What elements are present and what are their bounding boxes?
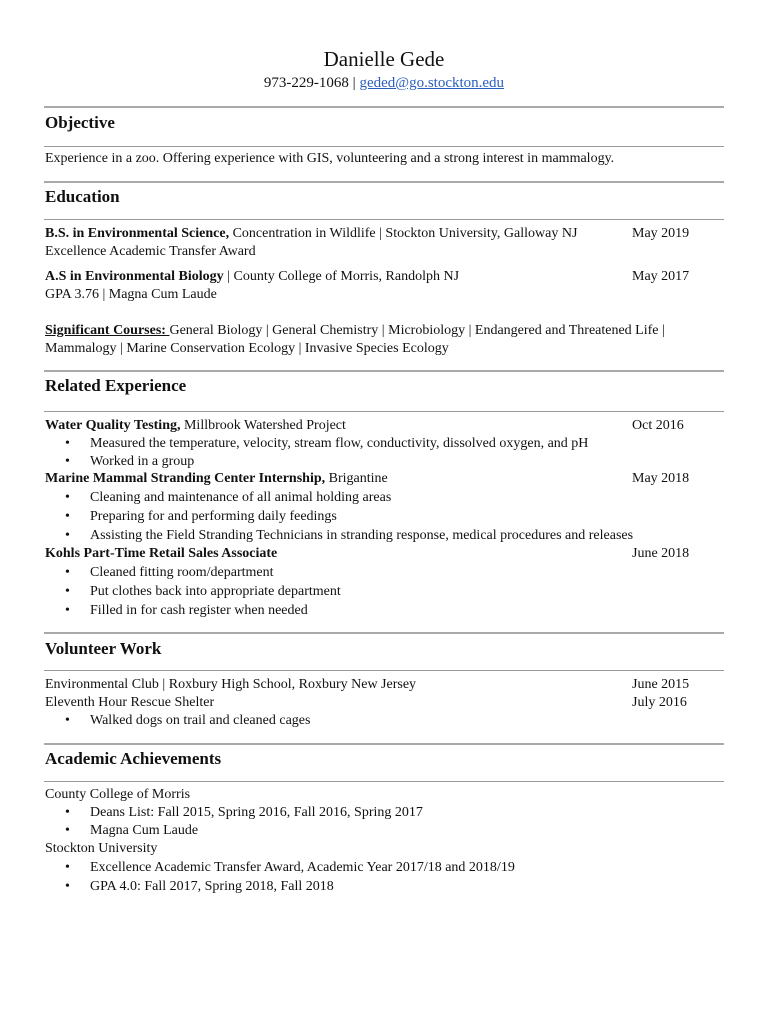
bullet-icon: • [65, 454, 70, 469]
contact-line [0, 73, 768, 93]
job-3 [45, 545, 277, 563]
job-2 [45, 470, 388, 488]
bullet-item [65, 602, 308, 620]
bullet-icon: • [65, 490, 70, 505]
objective-text: Experience in a zoo. Offering experience with GIS, volunteering and a strong interest in mammalogy. [45, 151, 615, 166]
bullet-text: Filled in for cash register when needed [90, 603, 308, 618]
bullet-icon: • [65, 823, 70, 838]
heading-underline [44, 781, 724, 782]
volunteer-heading: Volunteer Work [45, 639, 162, 658]
courses-line-1 [45, 322, 665, 340]
heading-underline [44, 670, 724, 671]
bullet-text: Put clothes back into appropriate department [90, 584, 341, 599]
degree-2-date: May 2017 [632, 269, 690, 284]
bullet-text: Worked in a group [90, 454, 195, 469]
bullet-item [65, 712, 310, 730]
degree-2-details: | County College of Morris, Randolph NJ [223, 269, 460, 284]
job-1 [45, 417, 346, 435]
bullet-item [65, 878, 334, 896]
bullet-icon: • [65, 565, 70, 580]
volunteer-item-1-date: June 2015 [632, 677, 690, 692]
phone-number: 973-229-1068 [263, 75, 349, 91]
degree-1-date: May 2019 [632, 226, 690, 241]
heading-underline [44, 146, 724, 147]
job-1-date: Oct 2016 [632, 418, 684, 433]
achievement-school-2: Stockton University [45, 841, 158, 856]
bullet-icon: • [65, 713, 70, 728]
job-2-title: Marine Mammal Stranding Center Internship, [45, 471, 326, 486]
courses-label: Significant Courses: [45, 323, 170, 338]
bullet-text: Preparing for and performing daily feedings [90, 509, 337, 524]
contact-separator: | [348, 75, 360, 91]
bullet-item [65, 453, 194, 471]
job-1-org: Millbrook Watershed Project [180, 418, 346, 433]
bullet-item [65, 435, 588, 453]
bullet-icon: • [65, 528, 70, 543]
courses-list-1: General Biology | General Chemistry | Microbiology | Endangered and Threatened Life | [169, 323, 665, 338]
job-1-title: Water Quality Testing, [45, 418, 181, 433]
education-heading: Education [45, 187, 120, 206]
achievement-school-1: County College of Morris [45, 787, 191, 802]
bullet-item [65, 583, 341, 601]
degree-2-title: A.S in Environmental Biology [45, 269, 224, 284]
bullet-text: GPA 4.0: Fall 2017, Spring 2018, Fall 2018 [90, 879, 334, 894]
degree-1-note: Excellence Academic Transfer Award [45, 244, 256, 259]
bullet-icon: • [65, 509, 70, 524]
section-divider [44, 106, 724, 108]
bullet-item [65, 508, 337, 526]
volunteer-item-1: Environmental Club | Roxbury High School, Roxbury New Jersey [45, 677, 417, 692]
bullet-icon: • [65, 879, 70, 894]
job-2-date: May 2018 [632, 471, 690, 486]
bullet-text: Magna Cum Laude [90, 823, 199, 838]
bullet-icon: • [65, 805, 70, 820]
bullet-item [65, 859, 515, 877]
bullet-icon: • [65, 860, 70, 875]
degree-1-title: B.S. in Environmental Science, [45, 226, 230, 241]
section-divider [44, 181, 724, 183]
bullet-item [65, 527, 633, 545]
candidate-name: Danielle Gede [323, 47, 445, 71]
volunteer-item-2-date: July 2016 [632, 695, 687, 710]
bullet-item [65, 564, 274, 582]
bullet-icon: • [65, 436, 70, 451]
job-3-title: Kohls Part-Time Retail Sales Associate [45, 546, 278, 561]
bullet-text: Assisting the Field Stranding Technicians in stranding response, medical procedures and releases [90, 528, 634, 543]
section-divider [44, 743, 724, 745]
degree-2-note: GPA 3.76 | Magna Cum Laude [45, 287, 217, 302]
heading-underline [44, 411, 724, 412]
bullet-text: Excellence Academic Transfer Award, Academic Year 2017/18 and 2018/19 [90, 860, 515, 875]
job-2-location: Brigantine [325, 471, 388, 486]
bullet-item [65, 822, 198, 840]
bullet-item [65, 804, 423, 822]
heading-underline [44, 219, 724, 220]
section-divider [44, 370, 724, 372]
degree-2 [45, 268, 459, 286]
bullet-icon: • [65, 584, 70, 599]
experience-heading: Related Experience [45, 376, 187, 395]
job-3-date: June 2018 [632, 546, 690, 561]
bullet-text: Cleaning and maintenance of all animal holding areas [90, 490, 392, 505]
bullet-item [65, 489, 391, 507]
bullet-icon: • [65, 603, 70, 618]
bullet-text: Cleaned fitting room/department [90, 565, 274, 580]
objective-heading: Objective [45, 113, 115, 132]
email-link[interactable]: geded@go.stockton.edu [359, 75, 505, 91]
degree-1-details: Concentration in Wildlife | Stockton University, Galloway NJ [229, 226, 578, 241]
bullet-text: Walked dogs on trail and cleaned cages [90, 713, 311, 728]
bullet-text: Measured the temperature, velocity, stream flow, conductivity, dissolved oxygen, and pH [90, 436, 589, 451]
bullet-text: Deans List: Fall 2015, Spring 2016, Fall 2016, Spring 2017 [90, 805, 423, 820]
volunteer-item-2: Eleventh Hour Rescue Shelter [45, 695, 215, 710]
section-divider [44, 632, 724, 634]
achievements-heading: Academic Achievements [45, 749, 222, 768]
courses-line-2: Mammalogy | Marine Conservation Ecology | Invasive Species Ecology [45, 341, 449, 356]
degree-1 [45, 225, 577, 243]
